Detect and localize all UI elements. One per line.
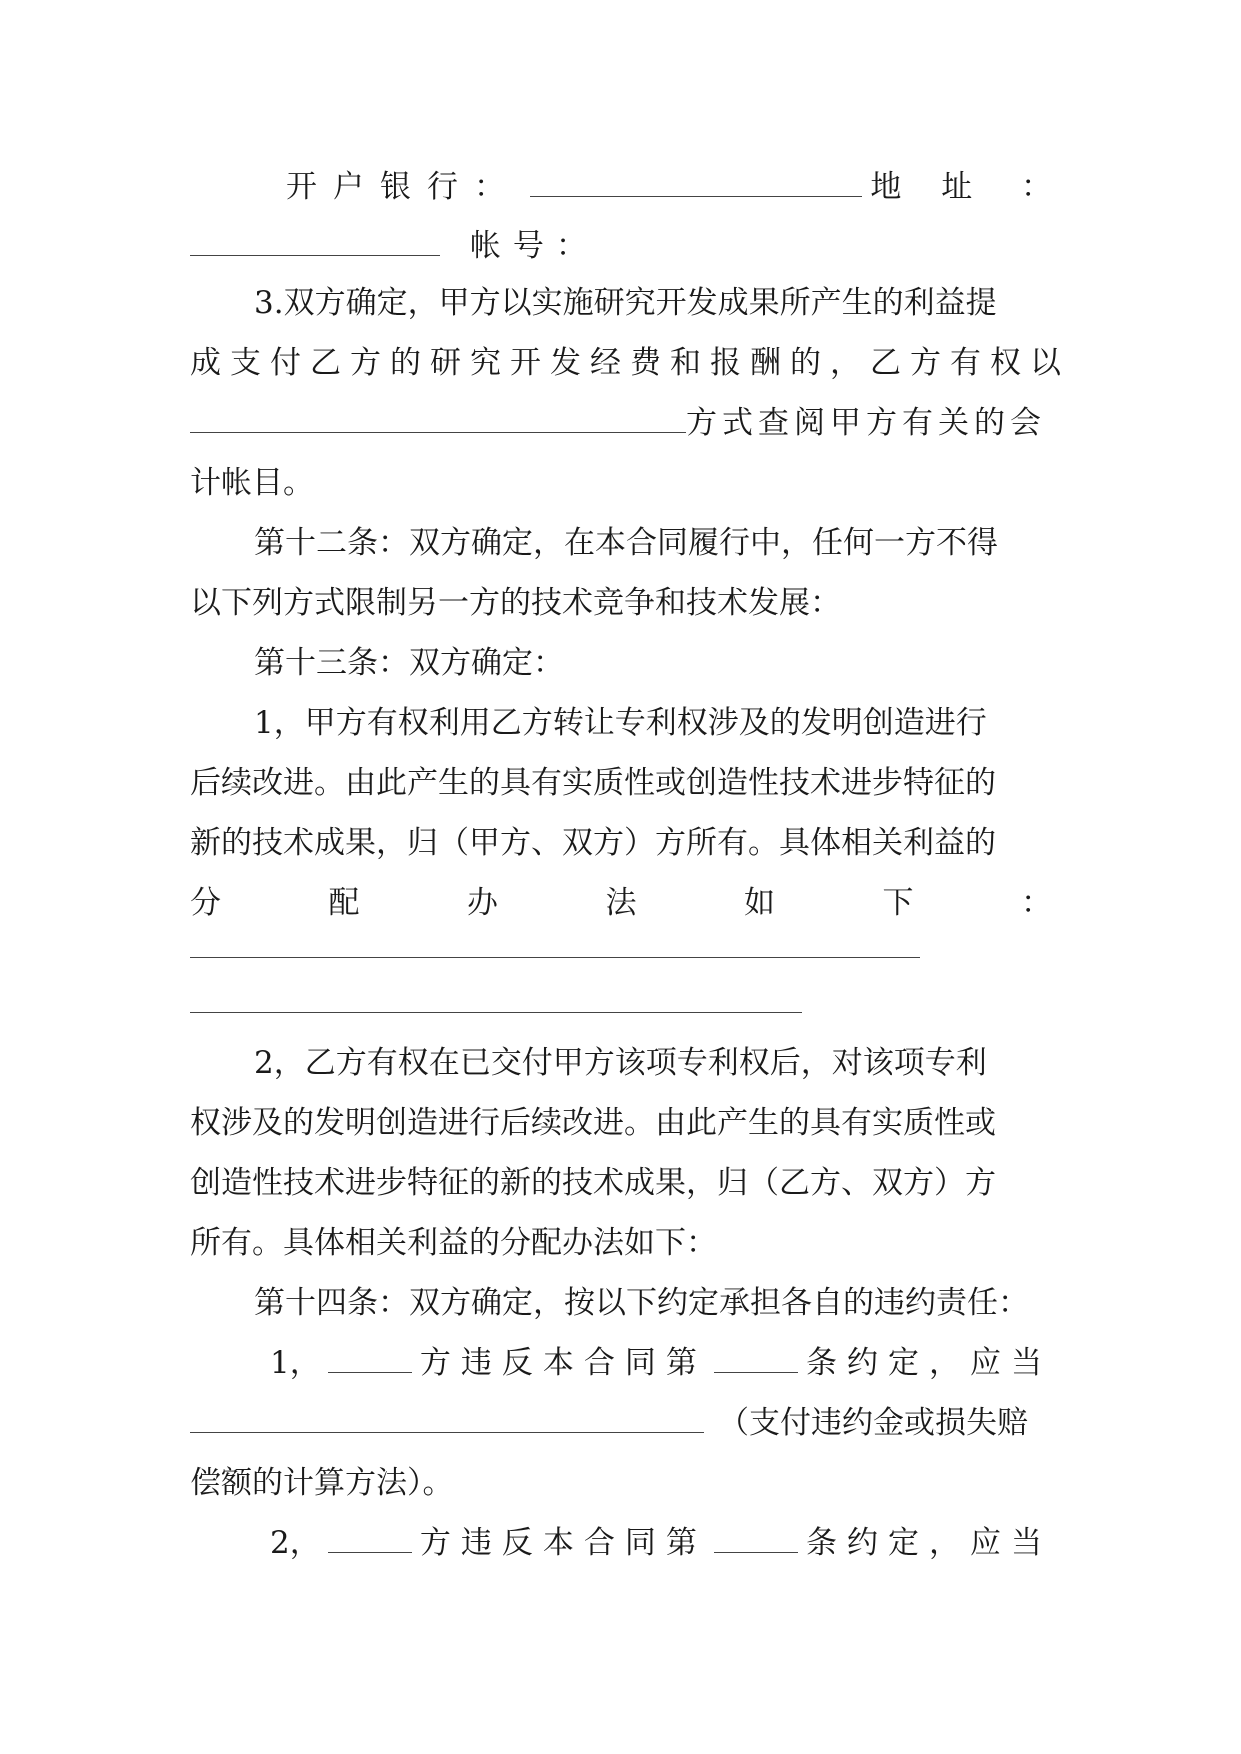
spread-char: 下: [882, 885, 914, 921]
clause-text-end: 条约定，应当: [805, 1345, 1052, 1381]
spread-char: 分: [190, 885, 221, 921]
spread-char: 如: [744, 885, 775, 921]
item3-line2: [190, 340, 1070, 386]
spread-char: 法: [605, 885, 637, 921]
bank-address-line: [286, 164, 1052, 210]
article13-item2-line2: 权涉及的发明创造进行后续改进。由此产生的具有实质性或: [190, 1105, 996, 1141]
spread-char: 办: [467, 885, 498, 921]
item3-blank: [190, 402, 686, 433]
article13-item2-line3: 创造性技术进步特征的新的技术成果，归（乙方、双方）方: [190, 1165, 996, 1201]
item3-line1: 3.双方确定，甲方以实施研究开发成果所产生的利益提: [254, 285, 997, 321]
article14-heading: 第十四条：双方确定，按以下约定承担各自的违约责任：: [254, 1285, 1029, 1321]
clause-text: 方违反本合同第: [419, 1345, 707, 1381]
spread-char: 配: [328, 885, 360, 921]
account-label: 帐号：: [469, 228, 599, 264]
blank-rule-2: [190, 1012, 802, 1013]
item3-line2-text: 成支付乙方的研究开发经费和报酬的，乙方有权以: [190, 345, 1070, 381]
account-line: [190, 223, 1052, 269]
article13-item2-line1: 2，乙方有权在已交付甲方该项专利权后，对该项专利: [254, 1045, 987, 1081]
item3-line4: 计帐目。: [190, 465, 314, 501]
item-number: 2，: [270, 1525, 321, 1561]
clause-text: 方违反本合同第: [419, 1525, 707, 1561]
article14-item1-line1: [270, 1340, 1052, 1386]
article14-item1-line3: 偿额的计算方法）。: [190, 1465, 454, 1501]
item3-line3-text: 方式查阅甲方有关的会: [686, 405, 1046, 441]
article13-item1-line4: [190, 880, 1052, 926]
article13-heading: 第十三条：双方确定：: [254, 645, 564, 681]
article13-item1-line2: 后续改进。由此产生的具有实质性或创造性技术进步特征的: [190, 765, 996, 801]
article14-item1-line2-text: （支付违约金或损失赔: [718, 1405, 1028, 1441]
article13-item2-line4: 所有。具体相关利益的分配办法如下：: [190, 1225, 717, 1261]
article-no-blank: [714, 1342, 798, 1373]
article13-item1-line1: 1，甲方有权利用乙方转让专利权涉及的发明创造进行: [254, 705, 987, 741]
address-label: 地址: [870, 169, 1013, 205]
liability-blank: [190, 1402, 704, 1433]
bank-blank: [530, 166, 862, 197]
item3-line3: [190, 400, 1052, 446]
bank-label: 开户银行：: [286, 169, 521, 205]
address-colon: ：: [1020, 169, 1052, 205]
spread-char: ：: [1021, 885, 1052, 921]
clause-text-end: 条约定，应当: [805, 1525, 1052, 1561]
party-blank: [328, 1522, 412, 1553]
party-blank: [328, 1342, 412, 1373]
account-prefix-blank: [190, 225, 440, 256]
article13-item1-line3: 新的技术成果，归（甲方、双方）方所有。具体相关利益的: [190, 825, 996, 861]
blank-rule-1: [190, 957, 920, 958]
article12-line2: 以下列方式限制另一方的技术竞争和技术发展：: [190, 585, 841, 621]
item-number: 1，: [270, 1345, 321, 1381]
article14-item2-line1: [270, 1520, 1052, 1566]
article12-line1: 第十二条：双方确定，在本合同履行中，任何一方不得: [254, 525, 998, 561]
article14-item1-line2: [190, 1400, 1052, 1446]
article-no-blank: [714, 1522, 798, 1553]
